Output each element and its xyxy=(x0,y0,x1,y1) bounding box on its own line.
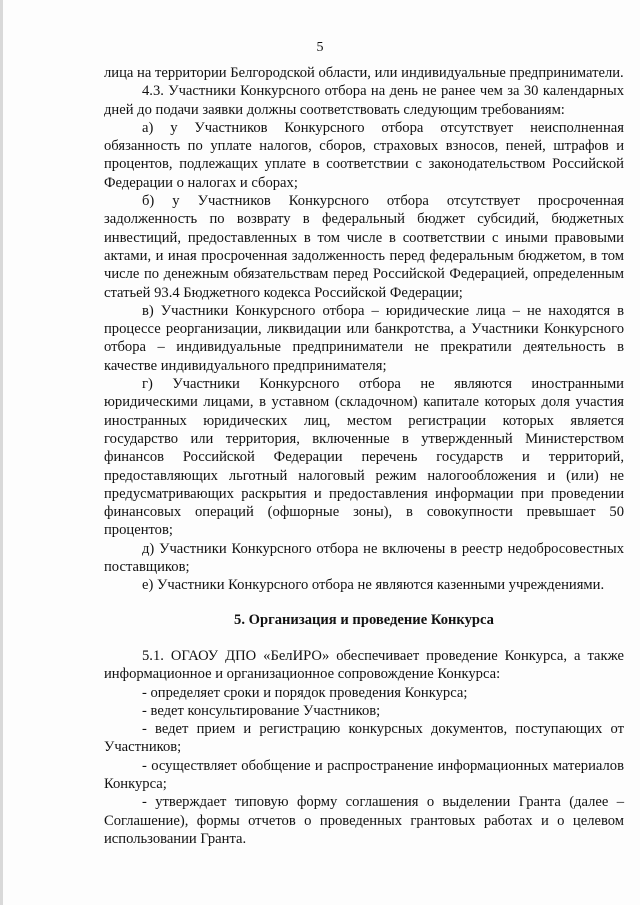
list-item: - ведет консультирование Участников; xyxy=(142,702,381,719)
paragraph-5-1: 5.1. ОГАОУ ДПО «БелИРО» обеспечивает проведение Конкурса, а также информационное и организационное сопровождение Конкурса: xyxy=(104,647,624,683)
list-item: - утверждает типовую форму соглашения о выделении Гранта (далее – Соглашение), формы отчетов о проведенных грантовых работах и о целевом использовании Гранта. xyxy=(104,794,624,847)
requirement-g: г) Участники Конкурсного отбора не являются иностранными юридическими лицами, в уставном (складочном) капитале которых доля участия иностранных юридических лиц, местом регистрации которых является государство или территория, включенные в утвержденный Министерством финансов Российской Федерации перечень государств и территорий, предоставляющих льготный налоговый режим налогообложения и (или) не предусматривающих раскрытия и предоставления информации при проведении финансовых операций (офшорные зоны), в совокупности превышает 50 процентов; xyxy=(104,376,624,539)
paragraph-continuation: лица на территории Белгородской области, или индивидуальные предприниматели. xyxy=(104,65,624,81)
requirement-e: е) Участники Конкурсного отбора не являются казенными учреждениями. xyxy=(142,577,605,594)
list-item: - осуществляет обобщение и распространение информационных материалов Конкурса; xyxy=(104,757,624,792)
list-item: - определяет сроки и порядок проведения Конкурса; xyxy=(142,684,468,701)
requirement-a: а) у Участников Конкурсного отбора отсутствует неисполненная обязанность по уплате налогов, сборов, страховых взносов, пеней, штрафов и процентов, подлежащих уплате в соответствии с законодательством Российской Федерации о налогах и сборах; xyxy=(104,119,624,191)
scan-edge-shadow xyxy=(0,0,3,905)
requirement-v: в) Участники Конкурсного отбора – юридические лица – не находятся в процессе реорганизации, ликвидации или банкротства, а Участники Конкурсного отбора – индивидуальные предприниматели не прекратили деятельность в качестве индивидуального предпринимателя; xyxy=(104,302,624,374)
requirement-b: б) у Участников Конкурсного отбора отсутствует просроченная задолженность по возврату в федеральный бюджет субсидий, бюджетных инвестиций, предоставленных в том числе в соответствии с иными правовыми актами, и иная просроченная задолженность перед федеральным бюджетом, в том числе по денежным обязательствам перед Российской Федерацией, определенным статьей 93.4 Бюджетного кодекса Российской Федерации; xyxy=(104,193,624,301)
document-body xyxy=(104,64,624,848)
section-heading: 5. Организация и проведение Конкурса xyxy=(234,611,494,628)
list-item: - ведет прием и регистрацию конкурсных документов, поступающих от Участников; xyxy=(104,721,624,756)
paragraph-4-3: 4.3. Участники Конкурсного отбора на день не ранее чем за 30 календарных дней до подачи заявки должны соответствовать следующим требованиям: xyxy=(104,83,624,118)
requirement-d: д) Участники Конкурсного отбора не включены в реестр недобросовестных поставщиков; xyxy=(104,540,624,576)
page-number: 5 xyxy=(316,40,324,55)
